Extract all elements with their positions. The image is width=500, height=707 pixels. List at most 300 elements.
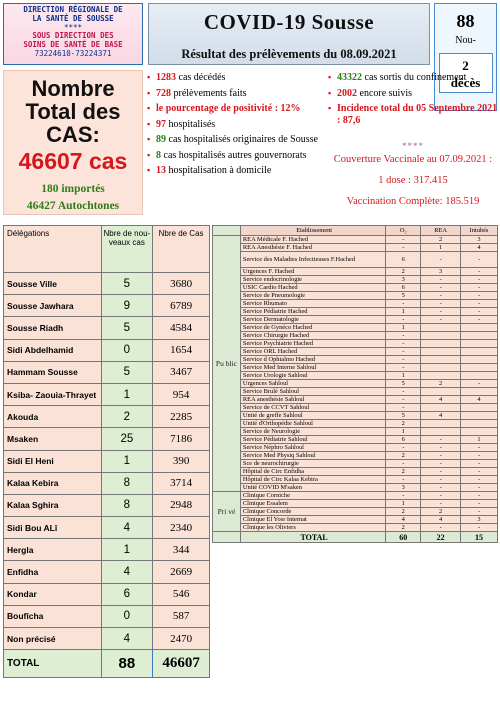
hospital-name: Sce de neurochirurgie (240, 460, 385, 468)
hospital-row (213, 468, 498, 476)
hospital-intubated: - (461, 444, 498, 452)
hospital-rea: - (421, 316, 461, 324)
hospital-o2: - (386, 316, 421, 324)
stat-label: cas hospitalisés originaires de Sousse (166, 134, 318, 145)
hospital-row (213, 436, 498, 444)
header-stars: **** (63, 22, 83, 32)
delegation-name: Akouda (4, 406, 102, 428)
stat-text (337, 103, 498, 126)
hospital-o2: - (386, 340, 421, 348)
hospital-o2: - (386, 460, 421, 468)
delegation-new-cases: 5 (101, 273, 153, 295)
delegation-new-cases: 1 (101, 450, 153, 472)
hospital-name: Service Med Physiq Sahloul (240, 452, 385, 460)
hospital-row (213, 340, 498, 348)
hospital-row (213, 524, 498, 532)
total-cases-label: Nombre Total des CAS: (25, 76, 121, 147)
hospital-name: Clinique Essalem (240, 500, 385, 508)
hospital-intubated: - (461, 524, 498, 532)
delegation-total-cases: 6789 (153, 295, 210, 317)
col-o2: O₂ (386, 226, 421, 236)
stat-number: 89 (156, 134, 166, 145)
hospital-intubated: - (461, 300, 498, 308)
delegation-name: Sousse Riadh (4, 317, 102, 339)
hospital-intubated: 3 (461, 516, 498, 524)
stat-number: 728 (156, 87, 171, 99)
hospital-intubated (461, 420, 498, 428)
hospital-name: Service des Maladies Infectieuses F.Hached (240, 252, 385, 268)
hospital-rea (421, 420, 461, 428)
hospital-name: REA Anesthésie F. Hached (240, 244, 385, 252)
delegation-name: Sidi Bou ALî (4, 517, 102, 539)
stat-number: 8 (156, 149, 161, 161)
hospitals-header-row (213, 226, 498, 236)
bullet-icon: ▪ (147, 103, 151, 113)
hospital-intubated: - (461, 292, 498, 300)
hospital-name: Service Psychiatrie Hached (240, 340, 385, 348)
delegation-row (4, 472, 210, 494)
delegation-new-cases: 5 (101, 317, 153, 339)
hospital-intubated (461, 332, 498, 340)
hospital-intubated (461, 372, 498, 380)
hospital-row (213, 460, 498, 468)
hospital-o2: - (386, 396, 421, 404)
hospital-rea (421, 324, 461, 332)
hospital-o2: - (386, 492, 421, 500)
delegation-total-cases: 3714 (153, 472, 210, 494)
hospital-row (213, 364, 498, 372)
stat-label: cas sortis du confinement (362, 72, 467, 83)
hospital-intubated: - (461, 460, 498, 468)
hospital-o2: - (386, 300, 421, 308)
hospital-o2: 2 (386, 468, 421, 476)
delegation-row (4, 339, 210, 361)
delegation-name: Hergla (4, 539, 102, 561)
hospital-rea: - (421, 468, 461, 476)
hospital-rea (421, 356, 461, 364)
hospital-intubated: - (461, 468, 498, 476)
hospital-row (213, 484, 498, 492)
hospital-row (213, 292, 498, 300)
hospital-intubated: - (461, 316, 498, 324)
hospital-intubated: 3 (461, 236, 498, 244)
hospital-rea (421, 388, 461, 396)
stat-text (156, 165, 271, 177)
hospital-o2: 3 (386, 484, 421, 492)
hospital-rea (421, 332, 461, 340)
hospital-o2: - (386, 356, 421, 364)
stat-item (328, 72, 498, 84)
delegation-row (4, 450, 210, 472)
stat-label: cas hospitalisés autres gouvernorats (161, 149, 307, 161)
delegation-row (4, 383, 210, 405)
stat-text (156, 150, 307, 162)
hospital-rea: - (421, 308, 461, 316)
delegation-total-cases: 2470 (153, 628, 210, 650)
hospital-o2: 2 (386, 524, 421, 532)
hospital-o2: 2 (386, 452, 421, 460)
delegation-name: Msaken (4, 428, 102, 450)
hospital-o2: 6 (386, 252, 421, 268)
hospital-o2: 2 (386, 508, 421, 516)
hospital-name: Service de CCVT Sahloul (240, 404, 385, 412)
delegations-total-row (4, 650, 210, 678)
header-line-5: SOINS DE SANTÉ DE BASE (23, 40, 123, 50)
delegation-name: Sousse Ville (4, 273, 102, 295)
hospital-name: Service Pédiatrie Sahloul (240, 436, 385, 444)
hospital-o2: 3 (386, 276, 421, 284)
stat-number: 43322 (337, 72, 362, 83)
delegation-total-cases: 2948 (153, 494, 210, 516)
delegation-new-cases: 2 (101, 406, 153, 428)
hospital-o2: - (386, 364, 421, 372)
stat-label: encore suivis (357, 87, 412, 99)
hospital-intubated: - (461, 484, 498, 492)
hospital-intubated (461, 340, 498, 348)
hospital-name: Service Rhumato (240, 300, 385, 308)
vaccination-dose1: 1 dose : 317.415 (378, 175, 448, 186)
stat-number: 2002 (337, 87, 357, 99)
delegation-total-cases: 7186 (153, 428, 210, 450)
header-line-4: SOUS DIRECTION DES (32, 31, 114, 41)
hospital-intubated (461, 412, 498, 420)
hospital-rea: 4 (421, 516, 461, 524)
vaccination-complete: Vaccination Complète: 185.519 (346, 196, 480, 207)
stat-text (156, 88, 247, 100)
delegation-row (4, 406, 210, 428)
vaccination-coverage (328, 140, 498, 208)
delegation-total-cases: 2285 (153, 406, 210, 428)
hospital-name: Hôpital de Circ Enfidha (240, 468, 385, 476)
delegation-new-cases: 9 (101, 295, 153, 317)
delegation-new-cases: 0 (101, 339, 153, 361)
delegation-new-cases: 5 (101, 361, 153, 383)
hospital-rea: - (421, 492, 461, 500)
hospital-row (213, 252, 498, 268)
stat-item (147, 165, 322, 177)
hospital-name: Clinique Concorde (240, 508, 385, 516)
bullet-icon: ▪ (147, 134, 151, 144)
hospital-rea: - (421, 300, 461, 308)
delegation-row (4, 583, 210, 605)
hospital-row (213, 276, 498, 284)
hospital-row (213, 236, 498, 244)
hospital-intubated: - (461, 476, 498, 484)
bullet-icon: ▪ (328, 103, 332, 113)
hospital-rea: - (421, 252, 461, 268)
hospital-o2: 5 (386, 380, 421, 388)
delegation-total-cases: 4584 (153, 317, 210, 339)
hospital-o2: - (386, 476, 421, 484)
hospital-rea: - (421, 500, 461, 508)
hospital-name: Service Dermatologie (240, 316, 385, 324)
total-label: TOTAL (4, 650, 102, 678)
hospital-name: Service de Neurologie (240, 428, 385, 436)
hospital-row (213, 428, 498, 436)
delegation-new-cases: 8 (101, 472, 153, 494)
hospital-name: Service de Gynéco Hached (240, 324, 385, 332)
delegation-name: Sidi Abdelhamid (4, 339, 102, 361)
hospital-row (213, 316, 498, 324)
delegation-total-cases: 3467 (153, 361, 210, 383)
delegation-row (4, 317, 210, 339)
delegation-name: Kondar (4, 583, 102, 605)
hospital-row (213, 332, 498, 340)
delegation-name: Boufîcha (4, 605, 102, 627)
delegation-total-cases: 587 (153, 605, 210, 627)
hosp-total-int: 15 (461, 532, 498, 543)
imported-cases: 180 importés (41, 183, 105, 195)
hospital-row (213, 404, 498, 412)
hospital-rea (421, 372, 461, 380)
hospital-row (213, 508, 498, 516)
hospital-intubated (461, 428, 498, 436)
delegation-name: Kalaa Sghira (4, 494, 102, 516)
delegation-row (4, 494, 210, 516)
stat-label: hospitalisation à domicile (166, 165, 272, 176)
hospital-row (213, 284, 498, 292)
hospital-intubated: - (461, 380, 498, 388)
hospital-row (213, 380, 498, 388)
stat-label: Incidence total du 05 Septembre 2021 : 87,6 (337, 103, 498, 126)
delegations-table (3, 225, 210, 678)
delegation-row (4, 628, 210, 650)
total-cases-value: 46607 cas (18, 148, 128, 174)
hospital-row (213, 324, 498, 332)
hospital-row (213, 452, 498, 460)
hospital-name: Service Brulé Sahloul (240, 388, 385, 396)
delegations-header-row (4, 226, 210, 273)
hospital-o2: - (386, 388, 421, 396)
delegation-row (4, 539, 210, 561)
hospital-rea: 2 (421, 236, 461, 244)
hospital-name: Service Néphro Sahloul (240, 444, 385, 452)
hospital-intubated: 4 (461, 396, 498, 404)
private-sector-label: Pri vé (213, 492, 241, 532)
hospital-row (213, 396, 498, 404)
hospital-rea: 2 (421, 508, 461, 516)
bullet-icon: ▪ (147, 118, 151, 129)
hospital-rea: - (421, 436, 461, 444)
delegation-name: Sousse Jawhara (4, 295, 102, 317)
deaths-total: 88 (456, 11, 475, 31)
hospital-o2: 1 (386, 428, 421, 436)
stat-text (156, 119, 215, 131)
new-deaths-value: 2 (462, 58, 469, 73)
hospital-o2: - (386, 244, 421, 252)
hospital-row (213, 492, 498, 500)
hospital-name: REA anesthésie Sahloul (240, 396, 385, 404)
hospital-name: Unité de greffe Sahloul (240, 412, 385, 420)
stat-text (156, 103, 301, 115)
delegation-row (4, 605, 210, 627)
hospital-row (213, 444, 498, 452)
hospital-intubated: - (461, 268, 498, 276)
hospital-o2: 6 (386, 436, 421, 444)
hospital-intubated (461, 348, 498, 356)
hospital-row (213, 500, 498, 508)
hospital-rea: 3 (421, 268, 461, 276)
hospital-o2: 1 (386, 500, 421, 508)
stat-number: 1283 (156, 72, 176, 83)
title-box (148, 3, 430, 65)
hospital-o2: 4 (386, 516, 421, 524)
hospital-rea: 1 (421, 244, 461, 252)
hospital-intubated (461, 388, 498, 396)
hospital-o2: 2 (386, 420, 421, 428)
col-new-cases: Nbre de nou-veaux cas (101, 226, 153, 273)
bullet-icon: ▪ (147, 72, 151, 82)
vaccination-stars: **** (402, 141, 424, 151)
delegation-total-cases: 344 (153, 539, 210, 561)
stats-list-right (328, 72, 498, 130)
hospital-name: Service endocrinologie (240, 276, 385, 284)
hospital-row (213, 300, 498, 308)
hospital-rea: - (421, 476, 461, 484)
stat-item (147, 72, 322, 84)
delegation-total-cases: 1654 (153, 339, 210, 361)
delegation-row (4, 295, 210, 317)
deaths-new-label: Nou- (455, 35, 476, 46)
header-phone: 73224610-73224371 (34, 48, 112, 58)
hospital-o2: 1 (386, 372, 421, 380)
hospital-rea (421, 364, 461, 372)
hospital-o2: 5 (386, 412, 421, 420)
hospital-row (213, 516, 498, 524)
vaccination-title: Couverture Vaccinale au 07.09.2021 : (333, 154, 493, 165)
hospital-intubated (461, 356, 498, 364)
stat-item (147, 119, 322, 131)
delegation-total-cases: 2340 (153, 517, 210, 539)
delegation-total-cases: 3680 (153, 273, 210, 295)
hospital-name: Service Urologie Sahloul (240, 372, 385, 380)
col-category (213, 226, 241, 236)
hospital-o2: 1 (386, 324, 421, 332)
delegation-name: Sidi El Heni (4, 450, 102, 472)
hospital-rea: - (421, 484, 461, 492)
delegation-row (4, 428, 210, 450)
hospital-rea (421, 404, 461, 412)
hospital-name: Service Pédiatrie Hached (240, 308, 385, 316)
hospital-row (213, 372, 498, 380)
hospitals-table (212, 225, 498, 543)
hospital-rea: 4 (421, 412, 461, 420)
stat-text (156, 72, 225, 84)
stat-item (147, 134, 322, 146)
hospital-intubated: - (461, 276, 498, 284)
hospital-intubated: - (461, 284, 498, 292)
delegation-new-cases: 1 (101, 539, 153, 561)
stat-number: 97 (156, 118, 166, 130)
stat-text (337, 72, 466, 84)
hospital-rea: 4 (421, 396, 461, 404)
bullet-icon: ▪ (328, 87, 332, 98)
delegation-new-cases: 1 (101, 383, 153, 405)
delegation-new-cases: 0 (101, 605, 153, 627)
hospital-rea (421, 428, 461, 436)
stat-text (337, 88, 412, 100)
hospitals-total-row (213, 532, 498, 543)
page-title: COVID-19 Sousse (203, 10, 375, 34)
hospital-row (213, 268, 498, 276)
col-total-cases: Nbre de Cas (153, 226, 210, 273)
hospital-rea (421, 340, 461, 348)
hospital-intubated: 4 (461, 244, 498, 252)
hospital-intubated: 1 (461, 436, 498, 444)
hospital-o2: - (386, 348, 421, 356)
stat-number: 13 (156, 165, 166, 176)
hospital-name: Clinique El Yosr Internat (240, 516, 385, 524)
hospital-rea: - (421, 460, 461, 468)
hospital-rea: - (421, 284, 461, 292)
col-delegations: Délégations (4, 226, 102, 273)
hospital-name: Clinique Corniche (240, 492, 385, 500)
col-establishment: Etablissement (240, 226, 385, 236)
hospital-row (213, 412, 498, 420)
delegation-new-cases: 6 (101, 583, 153, 605)
hospital-intubated (461, 364, 498, 372)
hospital-row (213, 476, 498, 484)
delegation-new-cases: 8 (101, 494, 153, 516)
hospital-intubated: - (461, 308, 498, 316)
hospital-o2: 5 (386, 292, 421, 300)
hospital-row (213, 388, 498, 396)
stat-label: le pourcentage de positivité : 12% (156, 103, 301, 114)
hospital-name: REA Médicale F. Hached (240, 236, 385, 244)
stat-text (156, 134, 318, 146)
hosp-total-rea: 22 (421, 532, 461, 543)
delegation-name: Non précisé (4, 628, 102, 650)
stat-item (147, 103, 322, 115)
hospital-intubated: - (461, 500, 498, 508)
hospital-o2: 2 (386, 268, 421, 276)
delegation-name: Enfidha (4, 561, 102, 583)
stat-item (147, 88, 322, 100)
total-new: 88 (101, 650, 153, 678)
hospital-name: USIC Cardio Hached (240, 284, 385, 292)
hospital-name: Urgences Sahloul (240, 380, 385, 388)
hospital-name: Unité COVID M'saken (240, 484, 385, 492)
hospital-intubated: - (461, 508, 498, 516)
delegation-new-cases: 4 (101, 517, 153, 539)
col-intubated: Intubés (461, 226, 498, 236)
hospital-rea: - (421, 276, 461, 284)
hospital-intubated (461, 404, 498, 412)
hospital-row (213, 244, 498, 252)
delegation-total-cases: 390 (153, 450, 210, 472)
hospital-o2: - (386, 332, 421, 340)
hospital-intubated: - (461, 452, 498, 460)
hospital-rea: - (421, 452, 461, 460)
delegation-new-cases: 25 (101, 428, 153, 450)
hospital-rea (421, 348, 461, 356)
hospital-row (213, 420, 498, 428)
hospital-intubated: - (461, 252, 498, 268)
hosp-total-label: TOTAL (240, 532, 385, 543)
hospital-name: Clinique les Oliviers (240, 524, 385, 532)
hospital-name: Service d Ophtalmo Hached (240, 356, 385, 364)
delegation-row (4, 517, 210, 539)
regional-direction-header (3, 3, 143, 65)
hospital-name: Hôpital de Circ Kalaa Kebira (240, 476, 385, 484)
stat-item (328, 88, 498, 100)
total-cat-cell (213, 532, 241, 543)
new-deaths-unit: décès (450, 75, 481, 90)
hospital-o2: - (386, 444, 421, 452)
hospital-name: Unité d'Orthopédie Sahloul (240, 420, 385, 428)
header-line-2: LA SANTÉ DE SOUSSE (32, 13, 114, 23)
hosp-total-o2: 60 (386, 532, 421, 543)
